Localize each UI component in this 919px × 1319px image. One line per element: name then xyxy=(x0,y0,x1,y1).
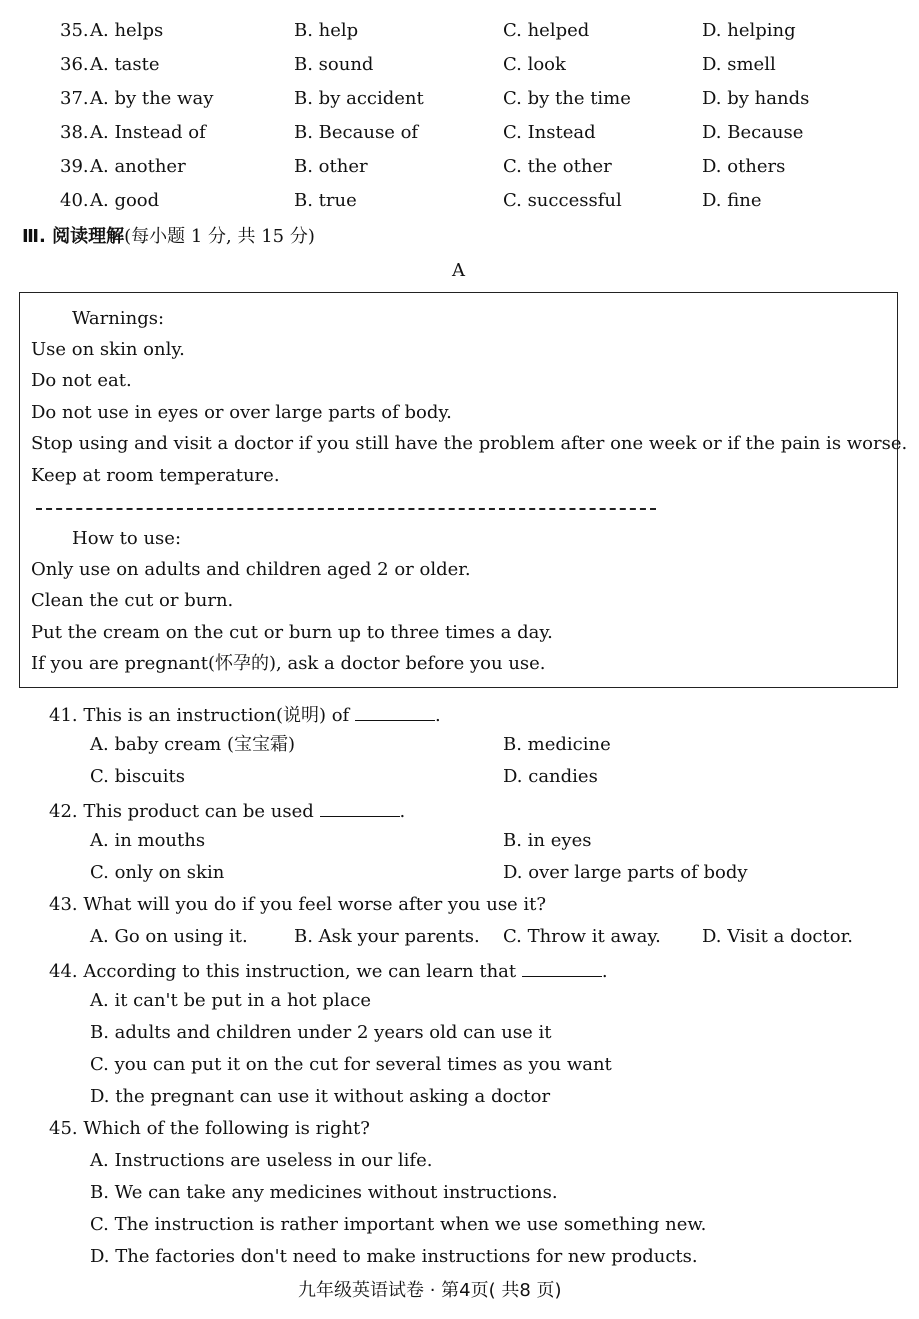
warning-line: Do not eat. xyxy=(31,370,132,391)
stem-end: . xyxy=(434,705,441,726)
cloze-option-d[interactable]: D. others xyxy=(702,156,786,177)
section-title: Ⅲ. 阅读理解 xyxy=(22,226,125,247)
cloze-question-number: 40. xyxy=(60,190,89,211)
cloze-option-b[interactable]: B. sound xyxy=(294,54,374,75)
cloze-option-b[interactable]: B. help xyxy=(294,20,359,41)
answer-blank[interactable] xyxy=(320,798,400,817)
cloze-option-c[interactable]: C. the other xyxy=(503,156,612,177)
option-43-d[interactable]: D. Visit a doctor. xyxy=(702,926,853,947)
cloze-question-number: 37. xyxy=(60,88,89,109)
warning-line: Do not use in eyes or over large parts of body. xyxy=(31,402,452,423)
warning-line: Use on skin only. xyxy=(31,339,185,360)
option-41-c[interactable]: C. biscuits xyxy=(90,766,185,787)
option-41-a[interactable]: A. baby cream (宝宝霜) xyxy=(90,734,296,755)
option-43-a[interactable]: A. Go on using it. xyxy=(90,926,248,947)
option-42-a[interactable]: A. in mouths xyxy=(90,830,206,851)
option-43-b[interactable]: B. Ask your parents. xyxy=(294,926,480,947)
question-43: 43. What will you do if you feel worse after you use it? xyxy=(49,894,547,915)
page-footer: 九年级英语试卷 · 第4页( 共8 页) xyxy=(298,1280,562,1301)
cloze-option-a[interactable]: A. taste xyxy=(90,54,160,75)
option-45-a[interactable]: A. Instructions are useless in our life. xyxy=(90,1150,433,1171)
section-heading xyxy=(22,226,315,248)
warning-line: Stop using and visit a doctor if you still have the problem after one week or if the pain is worse. xyxy=(31,433,908,454)
cloze-option-c[interactable]: C. Instead xyxy=(503,122,596,143)
answer-blank[interactable] xyxy=(355,702,435,721)
answer-blank[interactable] xyxy=(522,958,602,977)
question-42 xyxy=(49,798,405,823)
howto-title: How to use: xyxy=(72,528,182,549)
cloze-option-a[interactable]: A. by the way xyxy=(90,88,214,109)
howto-line: Only use on adults and children aged 2 or older. xyxy=(31,559,471,580)
dashed-divider xyxy=(36,508,656,510)
option-44-a[interactable]: A. it can't be put in a hot place xyxy=(90,990,372,1011)
cloze-question-number: 36. xyxy=(60,54,89,75)
cloze-option-b[interactable]: B. Because of xyxy=(294,122,419,143)
question-44 xyxy=(49,958,608,983)
cloze-question-number: 38. xyxy=(60,122,89,143)
cloze-question-number: 39. xyxy=(60,156,89,177)
howto-line: Clean the cut or burn. xyxy=(31,590,234,611)
stem-end: . xyxy=(399,801,406,822)
cloze-option-a[interactable]: A. helps xyxy=(90,20,164,41)
option-42-d[interactable]: D. over large parts of body xyxy=(503,862,748,883)
option-41-d[interactable]: D. candies xyxy=(503,766,598,787)
question-stem: 44. According to this instruction, we can learn that xyxy=(49,961,517,982)
stem-end: . xyxy=(601,961,608,982)
question-45: 45. Which of the following is right? xyxy=(49,1118,370,1139)
cloze-option-d[interactable]: D. by hands xyxy=(702,88,810,109)
cloze-option-d[interactable]: D. Because xyxy=(702,122,804,143)
question-stem: 41. This is an instruction(说明) of xyxy=(49,705,350,726)
cloze-option-c[interactable]: C. successful xyxy=(503,190,622,211)
cloze-option-b[interactable]: B. by accident xyxy=(294,88,424,109)
cloze-option-c[interactable]: C. look xyxy=(503,54,566,75)
cloze-option-d[interactable]: D. helping xyxy=(702,20,796,41)
cloze-option-b[interactable]: B. other xyxy=(294,156,368,177)
option-41-b[interactable]: B. medicine xyxy=(503,734,611,755)
question-41 xyxy=(49,702,441,727)
cloze-option-c[interactable]: C. helped xyxy=(503,20,590,41)
option-44-c[interactable]: C. you can put it on the cut for several times as you want xyxy=(90,1054,612,1075)
option-44-d[interactable]: D. the pregnant can use it without asking a doctor xyxy=(90,1086,551,1107)
option-44-b[interactable]: B. adults and children under 2 years old can use it xyxy=(90,1022,552,1043)
cloze-option-c[interactable]: C. by the time xyxy=(503,88,631,109)
passage-label: A xyxy=(452,260,465,281)
cloze-option-d[interactable]: D. fine xyxy=(702,190,762,211)
howto-line: If you are pregnant(怀孕的), ask a doctor before you use. xyxy=(31,653,546,674)
option-45-d[interactable]: D. The factories don't need to make instructions for new products. xyxy=(90,1246,698,1267)
cloze-option-b[interactable]: B. true xyxy=(294,190,357,211)
option-42-b[interactable]: B. in eyes xyxy=(503,830,592,851)
cloze-option-d[interactable]: D. smell xyxy=(702,54,776,75)
option-43-c[interactable]: C. Throw it away. xyxy=(503,926,661,947)
option-45-b[interactable]: B. We can take any medicines without instructions. xyxy=(90,1182,558,1203)
howto-line: Put the cream on the cut or burn up to three times a day. xyxy=(31,622,553,643)
question-stem: 42. This product can be used xyxy=(49,801,314,822)
option-45-c[interactable]: C. The instruction is rather important when we use something new. xyxy=(90,1214,707,1235)
warnings-title: Warnings: xyxy=(72,308,165,329)
cloze-option-a[interactable]: A. another xyxy=(90,156,186,177)
section-points: (每小题 1 分, 共 15 分) xyxy=(124,226,315,247)
option-42-c[interactable]: C. only on skin xyxy=(90,862,225,883)
cloze-question-number: 35. xyxy=(60,20,89,41)
warning-line: Keep at room temperature. xyxy=(31,465,280,486)
cloze-option-a[interactable]: A. good xyxy=(90,190,160,211)
cloze-option-a[interactable]: A. Instead of xyxy=(90,122,206,143)
